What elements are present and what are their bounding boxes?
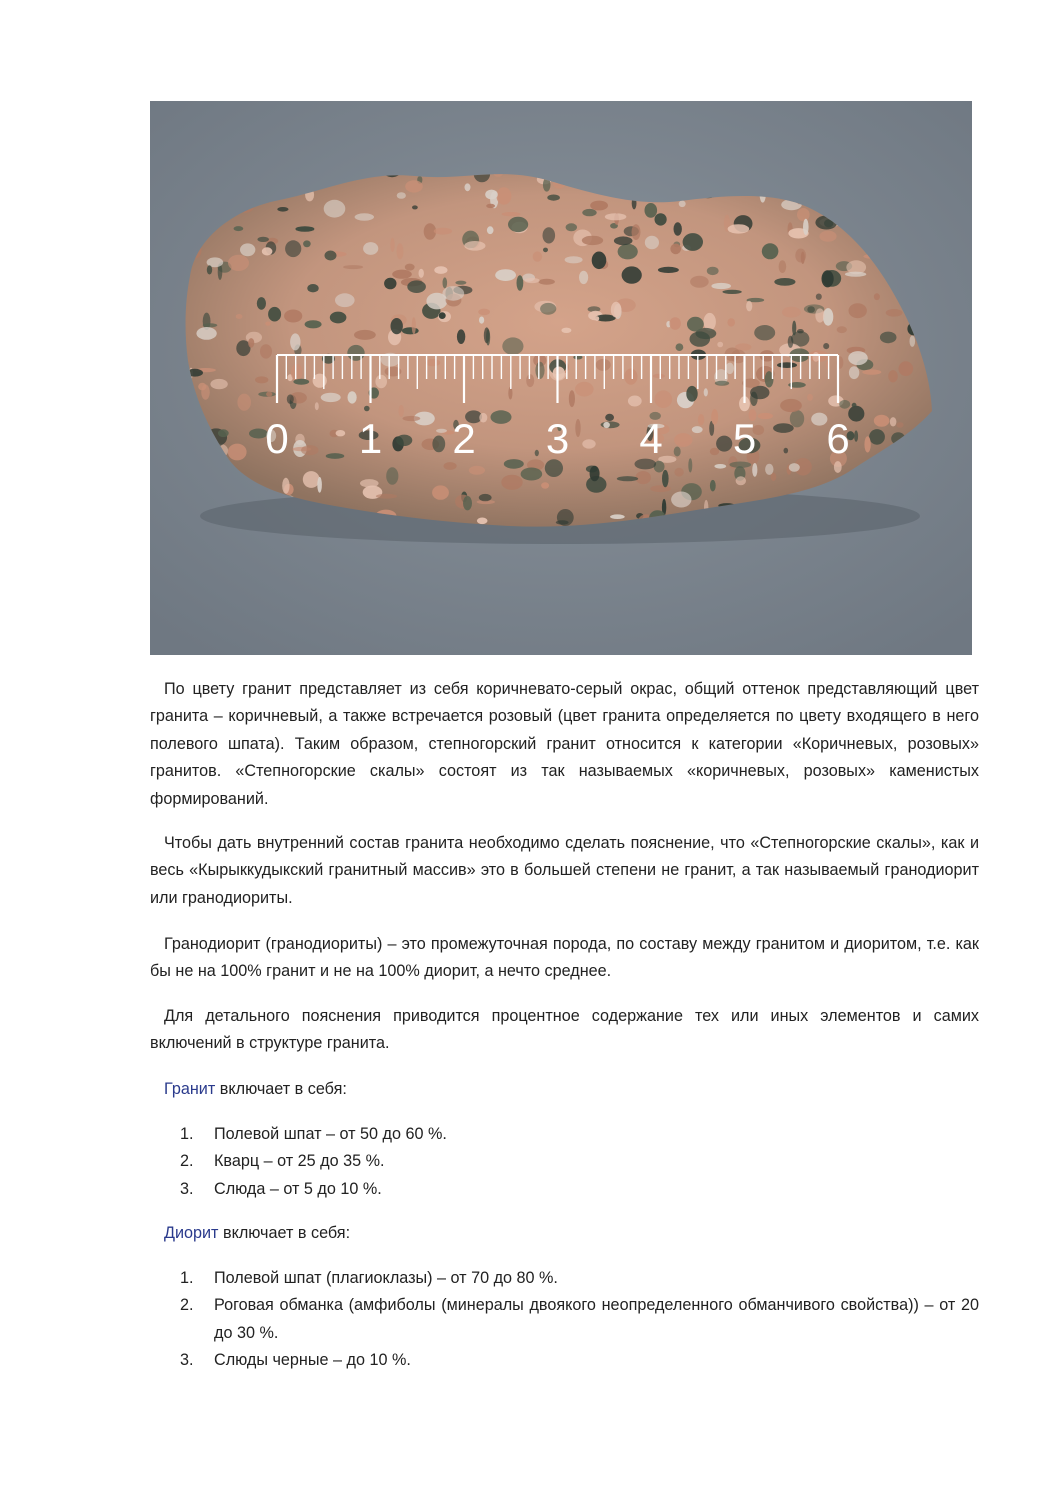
mineral-speck [265,322,270,326]
mineral-speck [848,406,864,422]
mineral-speck [397,243,404,259]
mineral-speck [582,209,596,216]
mineral-speck [487,226,494,234]
mineral-speck [486,329,490,345]
mineral-speck [419,269,424,278]
mineral-speck [845,272,866,277]
mineral-speck [797,208,810,221]
mineral-speck [266,392,272,397]
list-number: 2. [180,1296,194,1315]
mineral-speck [248,338,254,348]
mineral-speck [704,388,708,396]
mineral-speck [784,448,789,454]
mineral-speck [255,376,268,383]
mineral-speck [605,414,614,421]
mineral-speck [526,374,534,387]
mineral-speck [547,195,560,201]
mineral-speck [405,264,415,271]
mineral-speck [443,277,448,288]
paragraph-composition: Чтобы дать внутренний состав гранита необходимо сделать пояснение, что «Степногорские скалы», как и весь «Кырыккудыкский гранитный массив» это в большей степени не гранит, а так называемый гранодиорит или гранодиориты. [150,834,979,907]
mineral-speck [645,203,658,218]
mineral-speck [839,400,850,409]
mineral-speck [774,278,795,286]
mineral-speck [407,280,426,293]
mineral-speck [575,382,594,397]
mineral-speck [670,244,681,255]
list-text: Кварц – от 25 до 35 %. [214,1152,385,1171]
mineral-speck [495,269,516,281]
mineral-speck [486,204,495,208]
mineral-speck [301,445,318,455]
mineral-speck [730,462,752,468]
mineral-speck [479,494,492,501]
mineral-speck [834,461,842,473]
mineral-speck [496,187,511,204]
mineral-speck [575,419,580,437]
mineral-speck [658,267,679,273]
list-item [180,1148,979,1175]
mineral-speck [502,212,521,216]
mineral-speck [862,369,881,374]
mineral-speck [823,343,829,349]
mineral-speck [801,252,805,264]
mineral-speck [277,207,288,212]
mineral-speck [624,369,637,385]
list-text: Роговая обманка (амфиболы (минералы двоякого неопределенного обманчивого свойства)) – от 20 до 30 %. [214,1296,979,1342]
ruler-label: 2 [452,415,476,462]
granite-intro-text: включает в себя: [215,1080,347,1098]
paragraph-color: По цвету гранит представляет из себя коричневато-серый окрас, общий оттенок представляющий цвет гранита – коричневый, а также встречается розовый (цвет гранита определяется по цвету входящего в него полевого шпата). Таким образом, степногорский гранит относится к категории «Коричневых, розовых» гранитов. «Степногорские скалы» состоят из так называемых «коричневых, розовых» каменистых формирований. [150,680,979,808]
mineral-speck [590,466,600,482]
mineral-speck [899,361,914,376]
mineral-speck [582,236,603,245]
list-number: 2. [180,1152,194,1171]
mineral-speck [295,226,314,232]
mineral-speck [854,430,858,441]
mineral-speck [611,302,622,318]
mineral-speck [874,415,890,427]
list-item [180,1176,979,1203]
mineral-speck [469,466,485,475]
mineral-speck [605,213,627,220]
mineral-speck [317,477,322,493]
mineral-speck [890,417,897,426]
mineral-speck [813,352,820,362]
mineral-speck [886,309,903,317]
mineral-speck [543,248,548,253]
mineral-speck [788,336,794,348]
mineral-speck [688,458,692,472]
mineral-speck [674,222,682,235]
mineral-speck [291,364,303,381]
mineral-speck [268,307,281,322]
list-number: 3. [180,1350,194,1369]
mineral-speck [618,244,638,260]
mineral-speck [364,406,370,412]
mineral-speck [521,468,543,481]
mineral-speck [335,293,355,307]
mineral-speck [815,308,824,322]
mineral-speck [257,237,269,242]
mineral-speck [746,301,752,312]
mineral-speck [590,201,608,211]
mineral-speck [434,266,447,274]
mineral-speck [348,391,357,403]
mineral-speck [412,317,416,334]
mineral-speck [698,414,704,425]
mineral-speck [218,429,229,437]
mineral-speck [869,429,885,445]
mineral-speck [852,403,857,408]
granite-sample-photo [150,101,972,655]
mineral-speck [553,367,565,380]
mineral-speck [287,394,294,404]
mineral-speck [582,439,595,448]
mineral-speck [717,342,723,348]
list-item [180,1121,979,1148]
mineral-speck [207,265,212,274]
mineral-speck [478,309,490,316]
mineral-speck [479,317,484,324]
mineral-speck [711,283,731,289]
mineral-speck [674,447,681,457]
mineral-speck [439,312,446,319]
mineral-speck [285,240,301,257]
mineral-speck [290,333,300,350]
mineral-speck [543,227,556,243]
granite-intro [164,1076,347,1103]
mineral-speck [710,480,716,492]
mineral-speck [622,266,642,283]
mineral-speck [655,390,673,408]
mineral-speck [442,286,464,301]
mineral-speck [728,224,750,233]
mineral-speck [671,492,691,508]
mineral-speck [782,307,801,318]
mineral-speck [397,192,406,199]
mineral-speck [402,327,419,334]
mineral-speck [569,390,575,407]
mineral-speck [303,471,320,488]
mineral-speck [777,362,797,368]
paragraph-granodiorite: Гранодиорит (гранодиориты) – это промежуточная порода, по составу между гранитом и диоритом, т.е. как бы не на 100% гранит и не на 100% диорит, а нечто среднее. [150,935,979,981]
mineral-speck [432,436,445,453]
mineral-speck [780,399,802,412]
mineral-speck [655,213,667,225]
mineral-speck [910,336,916,347]
mineral-speck [811,413,827,426]
granite-term: Гранит [164,1080,216,1098]
mineral-speck [315,402,319,410]
mineral-speck [535,450,539,456]
mineral-speck [715,381,729,386]
mineral-speck [687,317,704,332]
mineral-speck [686,386,697,402]
mineral-speck [517,275,524,290]
mineral-speck [432,485,449,499]
mineral-speck [305,320,322,328]
mineral-speck [354,330,376,340]
mineral-speck [711,409,718,425]
mineral-speck [707,267,719,275]
mineral-speck [228,444,247,461]
mineral-speck [650,485,671,492]
mineral-speck [455,281,466,285]
mineral-speck [635,471,651,484]
mineral-speck [485,190,498,200]
mineral-speck [237,394,251,411]
mineral-speck [792,321,796,336]
mineral-speck [579,271,588,284]
mineral-speck [405,180,423,192]
mineral-speck [692,426,703,433]
mineral-speck [260,344,272,358]
ruler-label: 3 [545,415,570,462]
mineral-speck [375,375,387,388]
mineral-speck [396,435,412,446]
mineral-speck [236,314,243,319]
mineral-speck [444,462,457,470]
mineral-speck [326,453,345,459]
mineral-speck [491,410,512,424]
mineral-speck [849,366,859,379]
mineral-speck [653,374,665,378]
mineral-speck [670,317,681,330]
mineral-speck [477,518,488,525]
mineral-speck [566,223,577,231]
mineral-speck [716,436,732,452]
mineral-speck [752,463,757,477]
mineral-speck [355,213,374,220]
diorite-term: Диорит [164,1224,219,1242]
mineral-speck [779,260,787,273]
mineral-speck [384,278,396,290]
mineral-speck [807,306,815,313]
mineral-speck [386,467,398,485]
list-item [180,1292,979,1347]
mineral-speck [888,370,898,382]
ruler-label: 0 [265,415,289,462]
mineral-speck [508,217,528,232]
mineral-speck [726,363,734,374]
mineral-speck [457,329,465,344]
mineral-speck [880,332,897,344]
mineral-speck [849,303,867,318]
mineral-speck [284,310,302,323]
mineral-speck [822,270,834,287]
mineral-speck [614,236,633,245]
ruler-label: 5 [732,415,757,462]
mineral-speck [464,241,485,251]
ruler-label: 4 [639,415,663,462]
mineral-speck [465,183,471,191]
mineral-speck [762,243,779,259]
mineral-speck [690,276,709,288]
mineral-speck [864,436,870,452]
mineral-speck [201,385,210,400]
mineral-speck [674,433,692,447]
mineral-speck [645,236,659,250]
list-text: Слюды черные – до 10 %. [214,1350,411,1369]
mineral-speck [595,316,599,321]
mineral-speck [363,242,378,255]
list-text: Полевой шпат (плагиоклазы) – от 70 до 80 %. [214,1269,558,1287]
mineral-speck [262,247,273,255]
list-item [180,1347,979,1374]
mineral-speck [391,318,403,334]
diorite-intro-text: включает в себя: [218,1224,351,1242]
mineral-speck [722,290,741,294]
mineral-speck [343,265,363,269]
mineral-speck [819,231,836,242]
mineral-speck [674,468,683,477]
diorite-intro [164,1220,350,1247]
mineral-speck [540,303,556,315]
mineral-speck [392,270,412,279]
mineral-speck [790,410,804,427]
mineral-speck [596,359,611,371]
mineral-speck [524,278,539,283]
diorite-list [180,1265,979,1374]
mineral-speck [228,255,249,271]
granite-list [180,1121,979,1203]
mineral-speck [823,308,833,326]
mineral-speck [240,243,255,256]
mineral-speck [727,318,735,326]
mineral-speck [501,475,522,490]
mineral-speck [750,386,769,400]
list-number: 1. [180,1269,194,1287]
mineral-speck [807,394,813,401]
mineral-speck [628,396,642,407]
mineral-speck [736,476,746,485]
mineral-speck [399,405,404,417]
mineral-speck [303,240,311,247]
mineral-speck [789,463,800,472]
mineral-speck [565,256,583,263]
mineral-speck [234,226,244,231]
mineral-speck [662,470,669,487]
list-number: 1. [180,1125,194,1143]
mineral-speck [412,205,418,209]
mineral-speck [816,294,822,300]
mineral-speck [896,422,903,428]
list-text: Полевой шпат – от 50 до 60 %. [214,1125,447,1143]
mineral-speck [479,413,487,423]
mineral-speck [617,476,638,481]
mineral-speck [797,329,804,333]
mineral-speck [561,328,571,333]
mineral-speck [758,413,773,419]
mineral-speck [773,423,794,433]
mineral-speck [307,284,318,292]
mineral-speck [765,464,773,475]
list-item [180,1265,979,1292]
mineral-speck [434,228,452,235]
mineral-speck [683,233,703,251]
mineral-speck [874,293,880,300]
mineral-speck [676,343,684,351]
mineral-speck [754,325,775,340]
mineral-speck [556,520,569,524]
ruler-label: 1 [358,415,383,462]
mineral-speck [541,482,549,488]
ruler-label: 6 [826,415,850,462]
mineral-speck [330,312,347,324]
mineral-speck [293,379,309,385]
mineral-speck [539,279,555,285]
mineral-speck [336,430,346,436]
mineral-speck [347,345,364,361]
mineral-speck [837,326,847,333]
mineral-speck [535,362,544,379]
mineral-speck [632,224,641,240]
mineral-speck [533,251,542,261]
mineral-speck [710,448,719,456]
mineral-speck [425,359,440,366]
mineral-speck [210,379,227,389]
mineral-speck [502,337,523,355]
mineral-speck [321,393,341,402]
mineral-speck [848,351,868,365]
mineral-speck [390,238,394,252]
list-text: Слюда – от 5 до 10 %. [214,1179,382,1198]
list-number: 3. [180,1179,194,1198]
mineral-speck [257,297,266,310]
mineral-speck [803,219,809,235]
paragraph-percentages: Для детального пояснения приводится процентное содержание тех или иных элементов и самих включений в структуре гранита. [150,1007,979,1053]
mineral-speck [714,464,726,469]
mineral-speck [203,323,218,327]
mineral-speck [504,459,524,469]
mineral-speck [592,252,607,270]
mineral-speck [603,422,610,428]
mineral-speck [436,429,447,433]
mineral-speck [376,494,397,499]
mineral-speck [679,201,686,208]
mineral-speck [324,200,346,218]
mineral-speck [325,251,337,261]
mineral-speck [463,496,472,510]
mineral-speck [403,416,421,421]
mineral-speck [282,478,289,494]
mineral-speck [610,514,625,519]
mineral-speck [196,327,216,340]
